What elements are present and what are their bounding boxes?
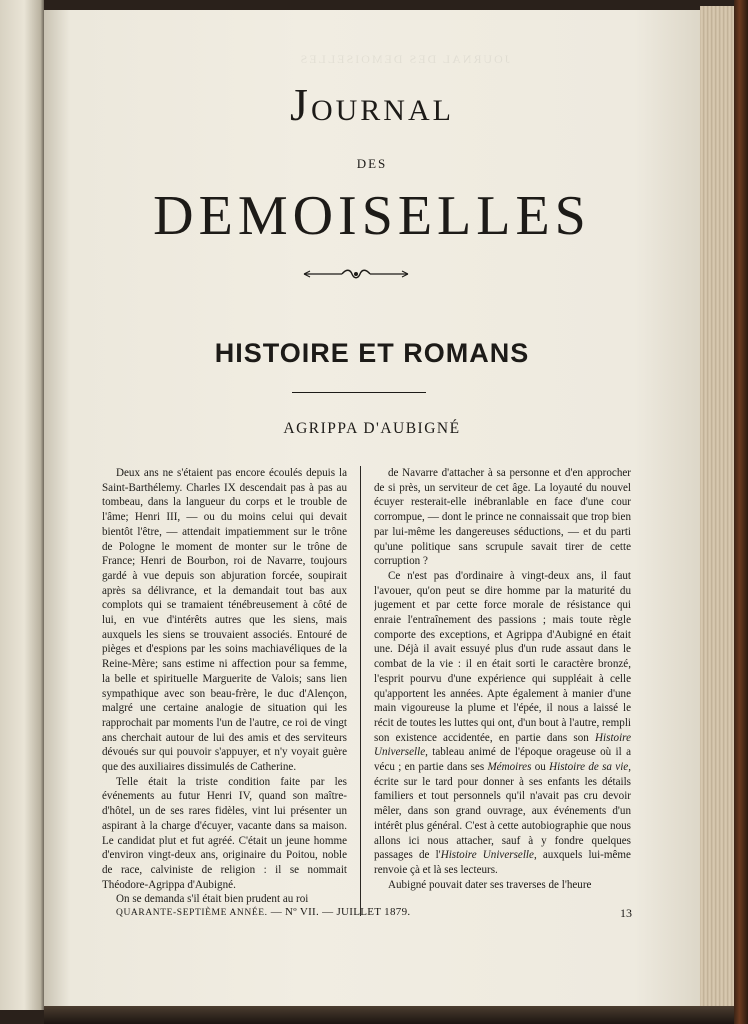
text-run: , écrite sur le tard pour donner à ses enfants les détails familiers et tout personnels qu'il n'avait pas cru devoir mêler, dans son grand ouvrage, aux événements d'un intérêt plus général. C'est à cette autobiographie que nous allons ici nous attacher, sauf à y fondre quelques passages de l'	[374, 761, 631, 862]
masthead-journal	[44, 78, 700, 131]
paragraph: de Navarre d'attacher à sa personne et d'en approcher de si près, un serviteur de cet âge. La loyauté du nouvel écuyer resterait-elle inébranlable en face d'une cour corrompue, — dont le prince ne connaissait que trop bien par lui-même les dangereuses séductions, — et du parti qu'une politique sans scrupule savait tirer de cette corruption ?	[374, 467, 631, 568]
work-title-italic: Mémoires	[487, 761, 532, 774]
paragraph: Deux ans ne s'étaient pas encore écoulés depuis la Saint-Barthélemy. Charles IX descendait pas à pas au tombeau, dans la langueur du corps et le trouble de l'âme; Henri III, — ou du moins celui qui devait bientôt l'être, — attendait impatiemment sur le trône de Pologne le moment de monter sur le trône de France; Henri de Bourbon, roi de Navarre, toujours gardé à vue depuis son abjuration forcée, soupirait après sa délivrance, et la demandait tout bas aux complots qui se tramaient ténébreusement à côté de lui, en vue d'intérêts autres que les siens, mais auxquels les siens se trouvaient associés. Entouré de pièges et d'espions par les soins machiavéliques de la Reine-Mère; sans estime ni affection pour sa femme, la belle et spirituelle Marguerite de Valois; sans lien sympathique avec son beau-frère, le duc d'Alençon, malgré une certaine analogie de situation qui les rapprochait par moments l'un de l'autre, ce roi de vingt ans cherchait autour de lui des amis et des serviteurs dévoués sur qui pouvoir s'appuyer, et n'y voyait guère que des auxiliaires dissimulés de Catherine.	[102, 467, 347, 774]
journal-rest: OURNAL	[310, 94, 454, 127]
paragraph: Telle était la triste condition faite par les événements au futur Henri IV, quand son maître-d'hôtel, un de ses rares fidèles, vint lui présenter un aspirant à la charge d'écuyer, vacante dans sa maison. Le candidat plut et fut agréé. C'était un jeune homme d'environ vingt-deux ans, originaire du Poitou, noble de race, calviniste de religion : il se nommait Théodore-Agrippa d'Aubigné.	[102, 775, 347, 891]
text-run: , tableau animé de l'époque orageuse où il a vécu ; en partie dans ses	[374, 746, 631, 774]
masthead-des: DES	[356, 156, 388, 171]
book-left-page-edge	[0, 0, 44, 1010]
footer-issue-info	[116, 906, 410, 921]
work-title-italic: Histoire Universelle	[440, 849, 534, 862]
work-title-italic: Histoire Universelle	[374, 731, 631, 759]
paragraph: Aubigné pouvait dater ses traverses de l'heure	[388, 878, 592, 891]
footer-issue: — Nº VII. — JUILLET 1879.	[270, 906, 411, 918]
article-column-right	[374, 466, 631, 910]
book-binding	[734, 0, 748, 1024]
journal-initial: J	[290, 79, 311, 130]
journal-page	[44, 10, 700, 1006]
column-divider	[360, 466, 361, 916]
footer-volume: QUARANTE-SEPTIÈME ANNÉE.	[116, 908, 268, 918]
text-run: , auxquels lui-même renvoie çà et là ses lecteurs.	[374, 849, 631, 876]
page-number: 13	[620, 906, 632, 920]
ornament-divider-icon	[302, 268, 410, 280]
article-title: AGRIPPA D'AUBIGNÉ	[283, 420, 461, 437]
section-divider	[292, 392, 426, 393]
work-title-italic: Histoire de sa vie	[549, 761, 629, 774]
paragraph	[374, 569, 631, 878]
text-run: Ce n'est pas d'ordinaire à vingt-deux ans, il faut l'avouer, qu'on peut se dire homme par la maturité du jugement et par cette force morale de résistance qui enraie l'entraînement des passions ; mais toute règle comporte des exceptions, et Agrippa d'Aubigné en était une. Déjà il avait essuyé plus d'un rude assaut dans le combat de la vie : il en était sorti le caractère bronzé, l'esprit pourvu d'une expérience qui suppléait à celle qu'apportent les années. Apte également à manier d'une main vigoureuse la plume et l'épée, il nous a laissé le récit de toutes les luttes qui ont, d'un bout à l'autre, rempli son existence accidentée, en partie dans son	[374, 569, 631, 744]
article-column-left	[102, 466, 347, 910]
page-stack-edge	[700, 6, 734, 1010]
paragraph: On se demanda s'il était bien prudent au roi	[116, 893, 309, 906]
page-footer	[116, 906, 632, 921]
masthead-demoiselles: DEMOISELLES	[153, 185, 591, 247]
bleed-through-text: JOURNAL DES DEMOISELLES	[298, 52, 510, 66]
section-title: HISTOIRE ET ROMANS	[214, 338, 530, 368]
text-run: ou	[531, 761, 550, 774]
book-bottom-edge	[44, 1006, 734, 1024]
